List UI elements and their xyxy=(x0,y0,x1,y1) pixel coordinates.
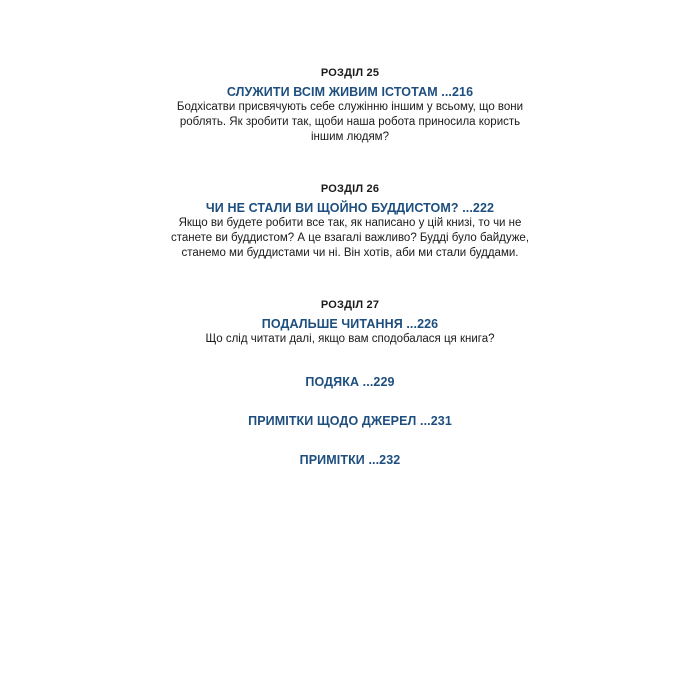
toc-entry-source-notes[interactable]: ПРИМІТКИ ЩОДО ДЖЕРЕЛ ...231 xyxy=(248,414,452,428)
chapter-number-label: РОЗДІЛ 27 xyxy=(320,299,380,311)
chapter-description: Якщо ви будете робити все так, як написано у цій книзі, то чи не станете ви буддистом? А це взагалі важливо? Будді було байдуже, станемо ми буддистами чи ні. Він хотів, аби ми стали буддами. xyxy=(170,217,530,259)
chapter-description: Що слід читати далі, якщо вам сподобалася ця книга? xyxy=(205,333,495,345)
chapter-title-link[interactable]: СЛУЖИТИ ВСІМ ЖИВИМ ІСТОТАМ ...216 xyxy=(226,85,474,99)
chapter-title-link[interactable]: ПОДАЛЬШЕ ЧИТАННЯ ...226 xyxy=(261,317,439,331)
toc-entry-notes[interactable]: ПРИМІТКИ ...232 xyxy=(299,453,401,467)
chapter-number-label: РОЗДІЛ 26 xyxy=(320,183,380,195)
toc-entry-chapter-25 xyxy=(0,67,700,145)
chapter-number-label: РОЗДІЛ 25 xyxy=(320,67,380,79)
toc-entry-chapter-27 xyxy=(0,299,700,347)
chapter-title-link[interactable]: ЧИ НЕ СТАЛИ ВИ ЩОЙНО БУДДИСТОМ? ...222 xyxy=(205,201,495,215)
toc-entry-chapter-26 xyxy=(0,183,700,261)
chapter-description: Бодхісатви присвячують себе служінню іншим у всьому, що вони роблять. Як зробити так, щоби наша робота приносила користь іншим людям? xyxy=(176,101,524,143)
toc-entry-acknowledgements[interactable]: ПОДЯКА ...229 xyxy=(305,375,395,389)
